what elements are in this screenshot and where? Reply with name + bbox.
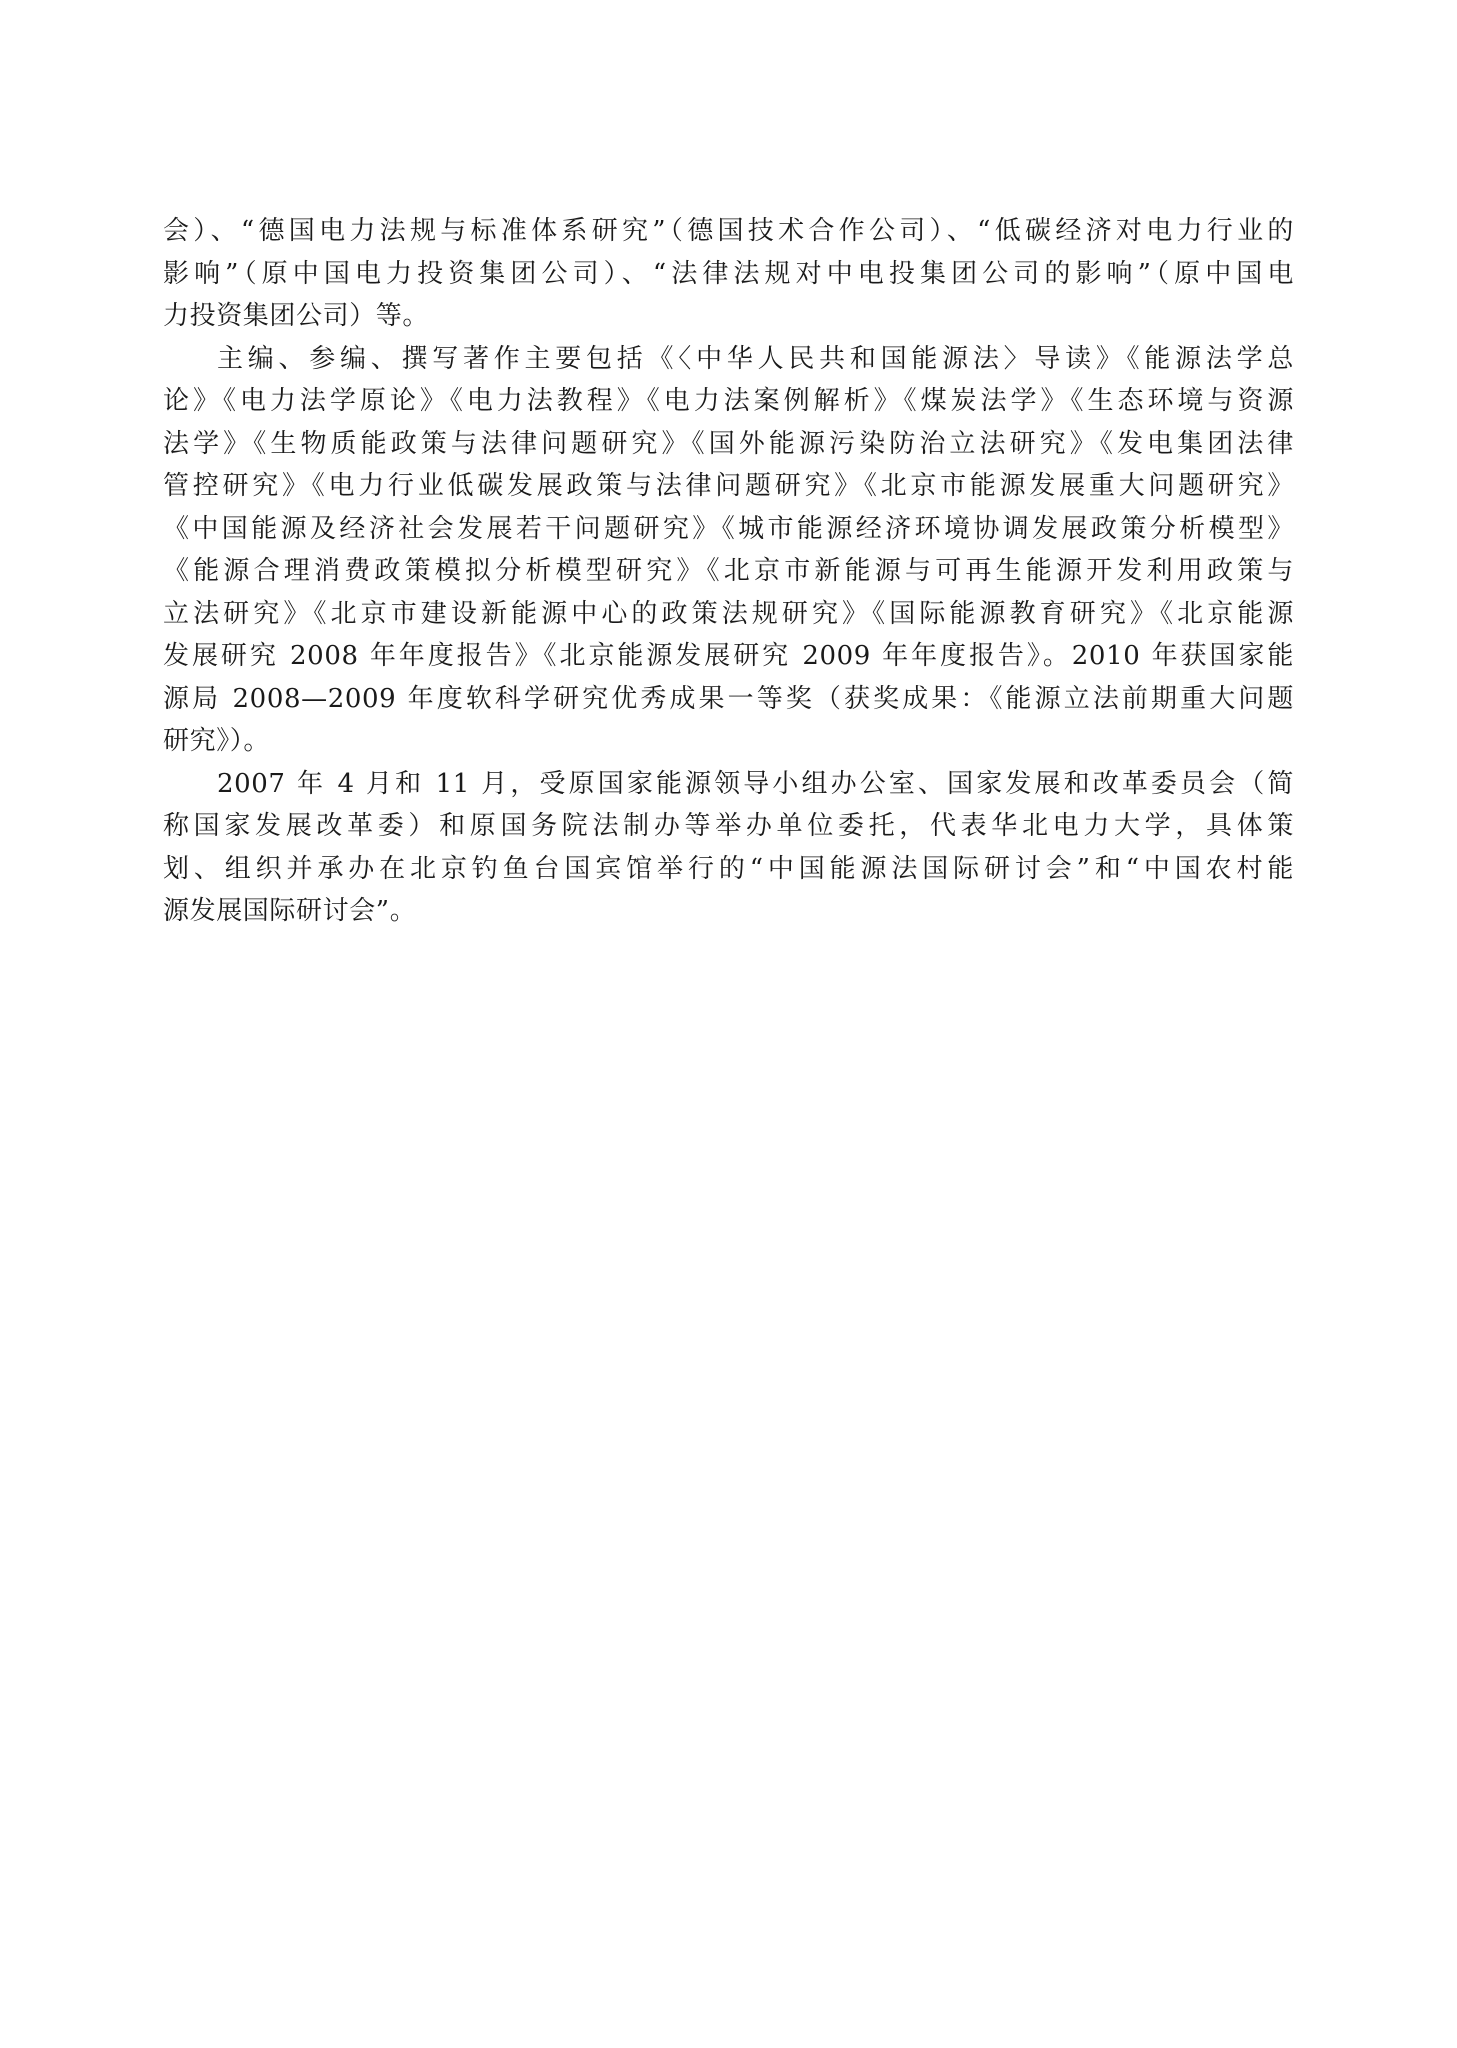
text-line: 称国家发展改革委）和原国务院法制办等举办单位委托，代表华北电力大学，具体策 [163, 811, 1294, 841]
text-line: 法学》《生物质能政策与法律问题研究》《国外能源污染防治立法研究》《发电集团法律 [163, 428, 1294, 459]
text-line: 发展研究 2008 年年度报告》《北京能源发展研究 2009 年年度报告》。2010 年获国家能 [163, 641, 1294, 671]
text-line: 会）、“德国电力法规与标准体系研究”（德国技术合作公司）、“低碳经济对电力行业的 [163, 216, 1294, 246]
text-line: 影响”（原中国电力投资集团公司）、“法律法规对中电投集团公司的影响”（原中国电 [163, 258, 1294, 289]
text-line: 力投资集团公司）等。 [163, 301, 430, 331]
text-line: 管控研究》《电力行业低碳发展政策与法律问题研究》《北京市能源发展重大问题研究》 [163, 471, 1294, 501]
text-line: 划、组织并承办在北京钓鱼台国宾馆举行的“中国能源法国际研讨会”和“中国农村能 [163, 853, 1294, 884]
text-line: 论》《电力法学原论》《电力法教程》《电力法案例解析》《煤炭法学》《生态环境与资源 [163, 386, 1294, 416]
paragraph-publications [163, 338, 1294, 763]
paragraph-conferences [163, 763, 1294, 933]
text-line: 立法研究》《北京市建设新能源中心的政策法规研究》《国际能源教育研究》《北京能源 [163, 598, 1294, 629]
text-line: 源局 2008—2009 年度软科学研究优秀成果一等奖（获奖成果：《能源立法前期重大问题 [163, 683, 1294, 714]
text-line: 《中国能源及经济社会发展若干问题研究》《城市能源经济环境协调发展政策分析模型》 [163, 513, 1294, 544]
text-line: 源发展国际研讨会”。 [163, 896, 417, 926]
body-text [163, 210, 1294, 933]
paragraph-continuation [163, 210, 1294, 338]
text-line: 2007 年 4 月和 11 月，受原国家能源领导小组办公室、国家发展和改革委员会（简 [217, 768, 1294, 799]
text-line: 研究》）。 [163, 726, 271, 756]
text-line: 主编、参编、撰写著作主要包括《〈中华人民共和国能源法〉导读》《能源法学总 [217, 343, 1294, 374]
text-line: 《能源合理消费政策模拟分析模型研究》《北京市新能源与可再生能源开发利用政策与 [163, 556, 1294, 586]
